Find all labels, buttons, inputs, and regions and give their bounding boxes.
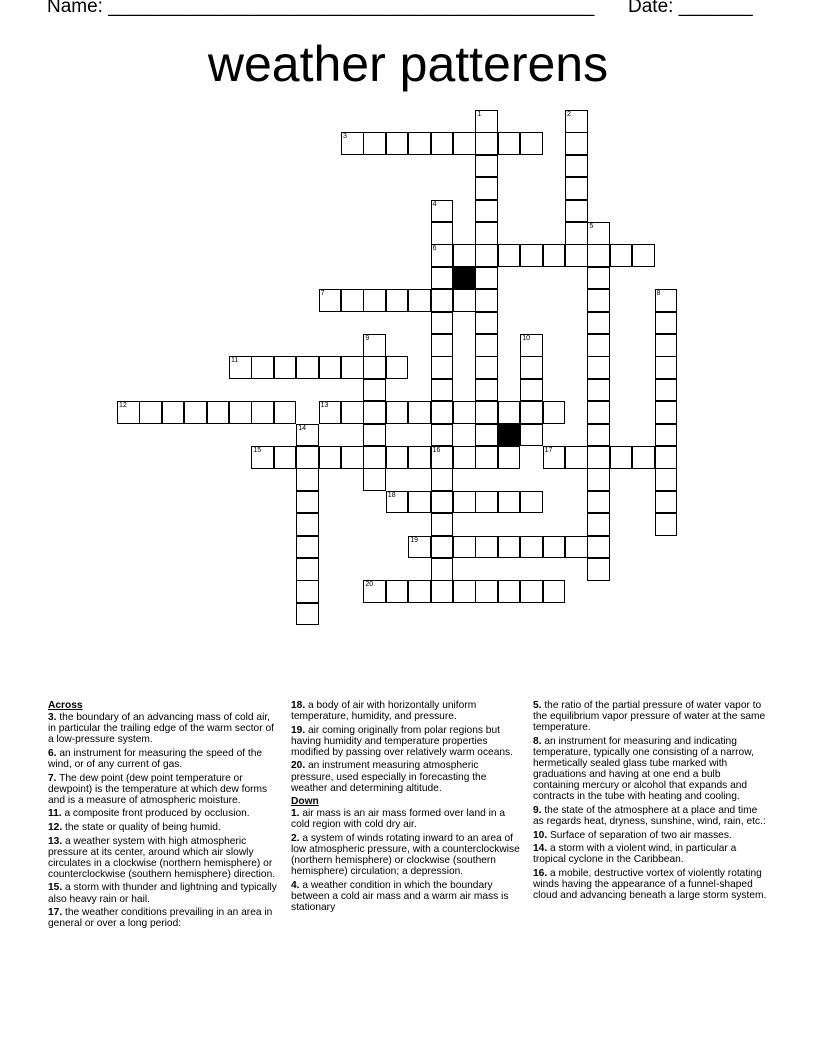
grid-cell[interactable] [587,267,610,290]
grid-cell[interactable] [319,356,342,379]
clue-text: air mass is an air mass formed over land in a cold region with cold dry air. [291,808,506,831]
grid-cell[interactable] [431,222,454,245]
clue-text: a weather condition in which the boundary between a cold air mass and a warm air mass is stationary [291,879,509,914]
clue-text: a storm with thunder and lightning and typically also heavy rain or hail. [48,882,277,905]
grid-cell[interactable] [475,200,498,223]
grid-cell[interactable] [587,244,610,267]
grid-cell[interactable] [408,446,431,469]
grid-cell[interactable] [296,446,319,469]
grid-cell[interactable] [363,132,386,155]
clue-number: 6 [432,245,437,253]
grid-cell[interactable] [431,401,454,424]
grid-cell[interactable] [274,446,297,469]
clue-number-label: 6. [48,747,57,759]
clue-text: the boundary of an advancing mass of cold air, in particular the trailing edge of the warm sector of a low-pressure system. [48,712,274,746]
clue-number-label: 1. [291,808,300,820]
grid-cell[interactable] [475,244,498,267]
grid-cell[interactable] [386,580,409,603]
grid-cell[interactable] [431,446,454,469]
grid-cell[interactable] [498,401,521,424]
grid-cell[interactable] [431,580,454,603]
grid-cell[interactable] [408,132,431,155]
grid-cell[interactable] [363,424,386,447]
grid-cell[interactable] [363,334,386,357]
grid-cell[interactable] [431,536,454,559]
grid-cell[interactable] [431,267,454,290]
clue-number-label: 17. [48,907,63,919]
grid-cell[interactable] [251,356,274,379]
blocked-cell [453,267,476,290]
clue-number-label: 13. [48,835,63,847]
grid-cell[interactable] [431,356,454,379]
grid-cell[interactable] [587,513,610,536]
clue-item [533,805,769,827]
grid-cell[interactable] [386,132,409,155]
clue-number: 2 [567,111,571,118]
grid-cell[interactable] [520,580,543,603]
grid-cell[interactable] [565,177,588,200]
clue-text: an instrument for measuring the speed of the wind, or of any current of gas. [48,747,263,770]
grid-cell[interactable] [296,356,319,379]
grid-cell[interactable] [587,558,610,581]
grid-cell[interactable] [587,536,610,559]
grid-cell[interactable] [386,289,409,312]
grid-cell[interactable] [520,424,543,447]
grid-cell[interactable] [207,401,230,424]
clue-number-label: 18. [291,700,306,711]
grid-cell[interactable] [565,536,588,559]
grid-cell[interactable] [274,401,297,424]
clue-number: 20 [365,581,374,589]
grid-cell[interactable] [587,356,610,379]
grid-cell[interactable] [565,155,588,178]
clue-number-label: 11. [48,808,62,820]
grid-cell[interactable] [587,312,610,335]
clue-item [291,833,523,877]
clue-item [533,736,769,803]
grid-cell[interactable] [296,468,319,491]
grid-cell[interactable] [319,289,342,312]
grid-cell[interactable] [498,446,521,469]
grid-cell[interactable] [296,424,319,447]
grid-cell[interactable] [319,446,342,469]
grid-cell[interactable] [453,289,476,312]
grid-cell[interactable] [341,356,364,379]
clue-item [533,700,769,733]
clue-number-label: 9. [533,804,542,816]
grid-cell[interactable] [475,356,498,379]
grid-cell[interactable] [162,401,185,424]
grid-cell[interactable] [363,468,386,491]
grid-cell[interactable] [229,356,252,379]
grid-cell[interactable] [296,558,319,581]
clue-item [48,836,280,880]
grid-cell[interactable] [475,580,498,603]
grid-cell[interactable] [229,401,252,424]
grid-cell[interactable] [363,289,386,312]
blocked-cell [498,424,521,447]
clue-item [291,760,523,793]
grid-cell[interactable] [431,334,454,357]
clue-text: a mobile, destructive vortex of violently rotating winds having the appearance of a funnel-shaped cloud and advancing beneath a large storm system. [533,867,767,901]
grid-cell[interactable] [498,132,521,155]
grid-cell[interactable] [184,401,207,424]
grid-cell[interactable] [543,244,566,267]
clue-number: 8 [656,290,661,298]
grid-cell[interactable] [587,379,610,402]
date-label: Date: _______ [628,0,753,17]
grid-cell[interactable] [431,424,454,447]
clues-column-1 [48,700,280,932]
grid-cell[interactable] [565,200,588,223]
grid-cell[interactable] [475,424,498,447]
clue-number-label: 4. [291,879,300,891]
grid-cell[interactable] [543,580,566,603]
grid-cell[interactable] [431,312,454,335]
clue-text: the state or quality of being humid. [62,821,221,833]
clue-number-label: 14. [533,843,548,855]
clue-number: 3 [343,133,347,141]
clue-text: Surface of separation of two air masses. [547,829,732,841]
down-heading: Down [291,796,319,808]
grid-cell[interactable] [520,379,543,402]
grid-cell[interactable] [655,513,678,536]
clue-text: a composite front produced by occlusion. [61,808,250,820]
grid-cell[interactable] [498,580,521,603]
grid-cell[interactable] [408,536,431,559]
grid-cell[interactable] [565,110,588,133]
grid-cell[interactable] [655,424,678,447]
clue-text: the weather conditions prevailing in an area in general or over a long period: [48,907,273,930]
clue-item [291,725,523,758]
clues-column-3 [533,700,769,904]
grid-cell[interactable] [587,468,610,491]
grid-cell[interactable] [475,536,498,559]
grid-cell[interactable] [453,491,476,514]
clue-item [48,882,280,904]
grid-cell[interactable] [565,222,588,245]
clue-number: 7 [320,290,325,298]
clue-text: the ratio of the partial pressure of water vapor to the equilibrium vapor pressure of water at the same temperature. [533,700,766,734]
clue-item [533,830,769,841]
name-label: Name: ______________________________________________ [47,0,595,17]
grid-cell[interactable] [386,491,409,514]
grid-cell[interactable] [408,491,431,514]
grid-cell[interactable] [408,401,431,424]
grid-cell[interactable] [296,491,319,514]
clue-number-label: 3. [48,712,57,724]
grid-cell[interactable] [341,289,364,312]
clue-number: 11 [231,357,239,365]
grid-cell[interactable] [453,580,476,603]
grid-cell[interactable] [453,132,476,155]
grid-cell[interactable] [520,356,543,379]
grid-cell[interactable] [475,379,498,402]
grid-cell[interactable] [408,289,431,312]
grid-cell[interactable] [296,536,319,559]
grid-cell[interactable] [565,244,588,267]
grid-cell[interactable] [341,446,364,469]
clue-number: 10 [522,335,530,342]
grid-cell[interactable] [431,200,454,223]
clue-text: a system of winds rotating inward to an area of low atmospheric pressure, with a counterclockwise (northern hemisphere) or clockwise (southern hemisphere) circulation; a depression. [291,833,520,878]
clue-number-label: 8. [533,735,542,747]
grid-cell[interactable] [498,244,521,267]
clue-number-label: 16. [533,867,548,879]
grid-cell[interactable] [117,401,140,424]
clue-number-label: 10. [533,829,548,841]
grid-cell[interactable] [543,536,566,559]
clue-number-label: 2. [291,833,300,845]
grid-cell[interactable] [386,401,409,424]
grid-cell[interactable] [520,491,543,514]
grid-cell[interactable] [655,379,678,402]
grid-cell[interactable] [543,446,566,469]
grid-cell[interactable] [296,513,319,536]
clue-number: 19 [410,536,418,544]
clue-text: the state of the atmosphere at a place and time as regards heat, dryness, sunshine, wind, rain, etc.: [533,804,766,827]
grid-cell[interactable] [655,356,678,379]
grid-cell[interactable] [475,334,498,357]
grid-cell[interactable] [655,289,678,312]
grid-cell[interactable] [431,491,454,514]
clue-number-label: 12. [48,821,63,833]
grid-cell[interactable] [431,132,454,155]
grid-cell[interactable] [587,289,610,312]
grid-cell[interactable] [431,379,454,402]
clue-number: 4 [432,200,437,208]
grid-cell[interactable] [520,132,543,155]
grid-cell[interactable] [655,491,678,514]
grid-cell[interactable] [655,334,678,357]
grid-cell[interactable] [475,110,498,133]
grid-cell[interactable] [453,401,476,424]
grid-cell[interactable] [632,244,655,267]
grid-cell[interactable] [453,536,476,559]
clue-number: 16 [432,447,441,454]
grid-cell[interactable] [520,536,543,559]
grid-cell[interactable] [543,401,566,424]
grid-cell[interactable] [431,558,454,581]
grid-cell[interactable] [520,244,543,267]
grid-cell[interactable] [319,401,342,424]
grid-cell[interactable] [363,580,386,603]
grid-cell[interactable] [341,401,364,424]
clue-number: 17 [544,447,553,454]
grid-cell[interactable] [655,468,678,491]
grid-cell[interactable] [587,446,610,469]
clue-text: a storm with a violent wind, in particular a tropical cyclone in the Caribbean. [533,843,737,866]
grid-cell[interactable] [431,513,454,536]
clue-text: an instrument for measuring and indicating temperature, typically one consisting of a narrow, hermetically sealed glass tube marked with graduations and having at one end a bulb containing mercury or alcohol that expands and contracts in the tube with heating and cooling. [533,735,754,803]
grid-cell[interactable] [475,491,498,514]
grid-cell[interactable] [610,244,633,267]
grid-cell[interactable] [475,446,498,469]
clue-number-label: 19. [291,724,306,736]
grid-cell[interactable] [475,267,498,290]
grid-cell[interactable] [587,334,610,357]
clue-number: 12 [119,402,127,410]
clue-item [533,868,769,901]
grid-cell[interactable] [565,132,588,155]
clue-item [48,907,280,929]
grid-cell[interactable] [520,401,543,424]
grid-cell[interactable] [386,356,409,379]
puzzle-title: weather patterens [207,36,609,92]
clue-number: 9 [365,335,370,342]
grid-cell[interactable] [431,289,454,312]
grid-cell[interactable] [363,446,386,469]
clue-item [48,822,280,833]
clue-number: 13 [320,402,329,410]
grid-cell[interactable] [296,603,319,626]
grid-cell[interactable] [274,356,297,379]
clue-number-label: 15. [48,882,63,894]
grid-cell[interactable] [655,312,678,335]
grid-cell[interactable] [475,289,498,312]
clue-item [48,748,280,770]
grid-cell[interactable] [363,379,386,402]
grid-cell[interactable] [655,446,678,469]
grid-cell[interactable] [587,491,610,514]
across-heading: Across [48,700,83,711]
grid-cell[interactable] [587,424,610,447]
grid-cell[interactable] [565,446,588,469]
clue-item [48,773,280,806]
grid-cell[interactable] [520,334,543,357]
grid-cell[interactable] [251,446,274,469]
clue-number: 5 [589,223,594,230]
clue-number-label: 5. [533,700,542,711]
grid-cell[interactable] [363,401,386,424]
grid-cell[interactable] [610,446,633,469]
grid-cell[interactable] [475,312,498,335]
clue-number: 14 [298,424,306,432]
grid-cell[interactable] [632,446,655,469]
grid-cell[interactable] [296,580,319,603]
clue-number-label: 7. [48,772,57,784]
clue-item [291,808,523,830]
grid-cell[interactable] [139,401,162,424]
clue-item [48,712,280,745]
clue-text: a weather system with high atmospheric pressure at its center, around which air slowly circulates in a clockwise (northern hemisphere) or counterclockwise (southern hemisphere) direction. [48,835,276,880]
grid-cell[interactable] [475,401,498,424]
grid-cell[interactable] [587,222,610,245]
clue-text: a body of air with horizontally uniform temperature, humidity, and pressure. [291,700,477,723]
grid-cell[interactable] [498,536,521,559]
clue-number: 15 [253,447,262,454]
clue-number-label: 20. [291,760,306,772]
clue-item [533,843,769,865]
grid-cell[interactable] [475,155,498,178]
clue-number: 1 [477,111,482,118]
grid-cell[interactable] [475,177,498,200]
grid-cell[interactable] [431,244,454,267]
grid-cell[interactable] [341,132,364,155]
grid-cell[interactable] [408,580,431,603]
grid-cell[interactable] [431,468,454,491]
grid-cell[interactable] [475,222,498,245]
grid-cell[interactable] [587,401,610,424]
grid-cell[interactable] [453,244,476,267]
grid-cell[interactable] [386,446,409,469]
grid-cell[interactable] [475,132,498,155]
clue-text: air coming originally from polar regions but having humidity and temperature properties modified by passing over relatively warm oceans. [291,724,513,758]
grid-cell[interactable] [363,356,386,379]
clue-item [291,880,523,913]
clue-text: The dew point (dew point temperature or dewpoint) is the temperature at which dew forms and is a measure of atmospheric moisture. [48,772,268,806]
clue-item [291,700,523,722]
grid-cell[interactable] [453,446,476,469]
grid-cell[interactable] [655,401,678,424]
clues-column-2 [291,700,523,916]
grid-cell[interactable] [251,401,274,424]
grid-cell[interactable] [498,491,521,514]
clue-text: an instrument measuring atmospheric pressure, used especially in forecasting the weather and determining altitude. [291,760,487,794]
clue-number: 18 [387,491,396,499]
clue-item [48,808,280,819]
